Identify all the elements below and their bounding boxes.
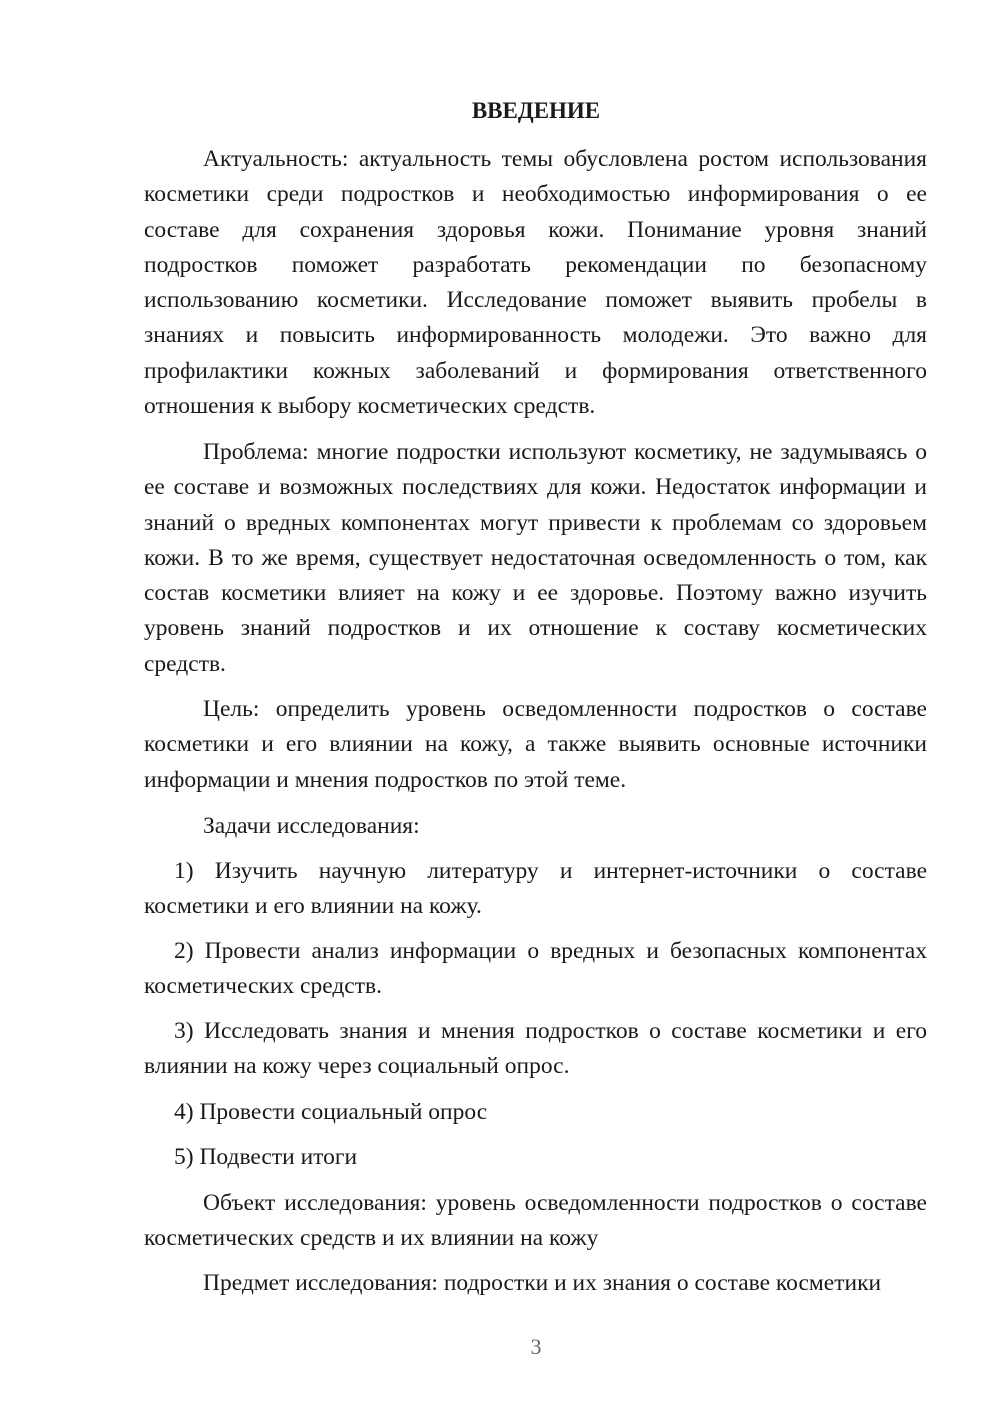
object-paragraph: Объект исследования: уровень осведомленности подростков о составе косметических средств и их влиянии на кожу <box>144 1190 927 1252</box>
goal-paragraph: Цель: определить уровень осведомленности подростков о составе косметики и его влиянии на кожу, а также выявить основные источники информации и мнения подростков по этой теме. <box>144 696 927 793</box>
section-heading: ВВЕДЕНИЕ <box>471 98 601 123</box>
task-item-1: 1) Изучить научную литературу и интернет-источники о составе косметики и его влиянии на кожу. <box>144 858 927 920</box>
task-item-4: 4) Провести социальный опрос <box>174 1099 488 1125</box>
page-number: 3 <box>530 1334 542 1359</box>
subject-paragraph: Предмет исследования: подростки и их знания о составе косметики <box>203 1270 882 1296</box>
task-item-3: 3) Исследовать знания и мнения подростков о составе косметики и его влиянии на кожу через социальный опрос. <box>144 1018 927 1080</box>
task-item-5: 5) Подвести итоги <box>174 1144 358 1170</box>
tasks-heading: Задачи исследования: <box>203 813 420 839</box>
problem-paragraph: Проблема: многие подростки используют косметику, не задумываясь о ее составе и возможных последствиях для кожи. Недостаток информации и знаний о вредных компонентах могут привести к проблемам со здоровьем кожи. В то же время, существует недостаточная осведомленность о том, как состав косметики влияет на кожу и ее здоровье. Поэтому важно изучить уровень знаний подростков и их отношение к составу косметических средств. <box>144 439 927 677</box>
task-item-2: 2) Провести анализ информации о вредных и безопасных компонентах косметических средств. <box>144 938 927 1000</box>
relevance-paragraph: Актуальность: актуальность темы обусловлена ростом использования косметики среди подростков и необходимостью информирования о ее составе для сохранения здоровья кожи. Понимание уровня знаний подростков поможет разработать рекомендации по безопасному использованию косметики. Исследование поможет выявить пробелы в знаниях и повысить информированность молодежи. Это важно для профилактики кожных заболеваний и формирования ответственного отношения к выбору косметических средств. <box>144 146 927 420</box>
